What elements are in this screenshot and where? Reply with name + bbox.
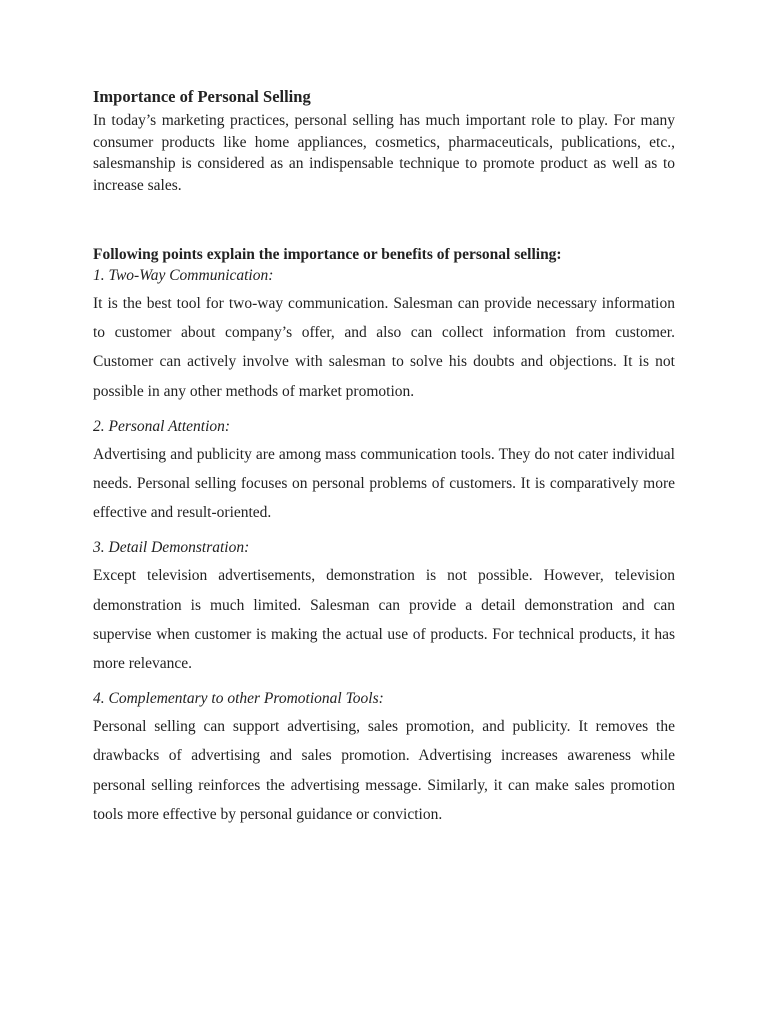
section-two-way-communication	[93, 265, 675, 406]
document-page	[93, 86, 675, 829]
section-body: It is the best tool for two-way communication. Salesman can provide necessary information to customer about company’s offer, and also can collect information from customer. Customer can actively involve with salesman to solve his doubts and objections. It is not possible in any other methods of market promotion.	[93, 295, 675, 400]
section-heading: 4. Complementary to other Promotional Tools:	[93, 690, 384, 708]
document-title: Importance of Personal Selling	[93, 87, 311, 106]
section-complementary-tools	[93, 688, 675, 829]
section-body: Personal selling can support advertising, sales promotion, and publicity. It removes the drawbacks of advertising and sales promotion. Advertising increases awareness while personal selling reinforces the advertising message. Similarly, it can make sales promotion tools more effective by personal guidance or conviction.	[93, 718, 675, 823]
section-heading: 1. Two-Way Communication:	[93, 267, 274, 284]
section-body: Advertising and publicity are among mass communication tools. They do not cater individual needs. Personal selling focuses on personal problems of customers. It is comparatively more effective and result-oriented.	[93, 445, 675, 522]
section-detail-demonstration	[93, 537, 675, 678]
section-heading: 3. Detail Demonstration:	[93, 539, 250, 557]
intro-paragraph: In today’s marketing practices, personal selling has much important role to play. For many consumer products like home appliances, cosmetics, pharmaceuticals, publications, etc., salesmanship is considered as an indispensable technique to promote product as well as to increase sales.	[93, 112, 675, 194]
section-personal-attention	[93, 416, 675, 528]
section-heading: 2. Personal Attention:	[93, 417, 231, 435]
section-body: Except television advertisements, demonstration is not possible. However, television demonstration is much limited. Salesman can provide a detail demonstration and can supervise when customer is making the actual use of products. For technical products, it has more relevance.	[93, 567, 675, 673]
benefits-lead: Following points explain the importance or benefits of personal selling:	[93, 246, 562, 263]
